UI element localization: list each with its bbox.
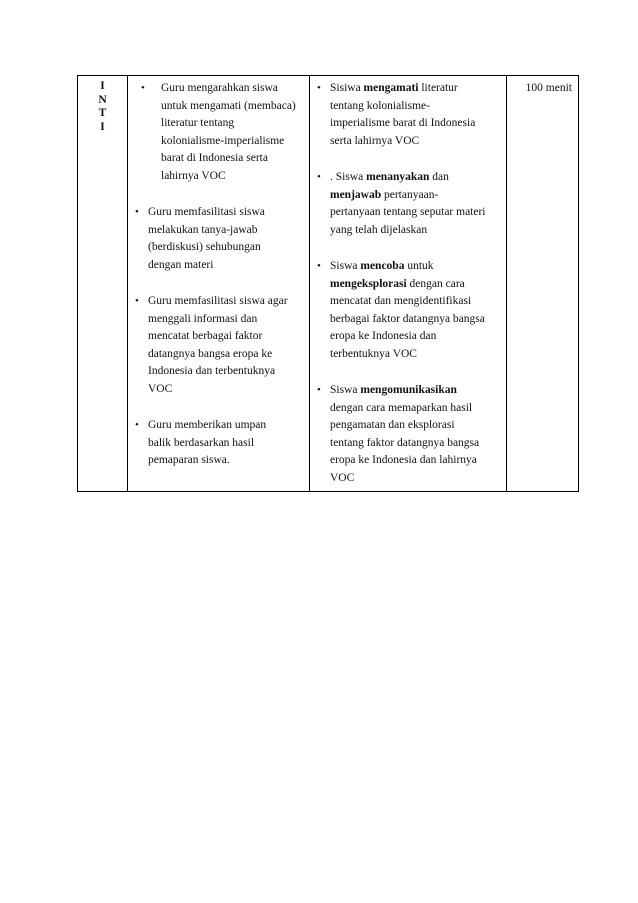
duration-text: 100 menit: [525, 82, 572, 94]
teacher-activity-item: [134, 204, 303, 274]
teacher-activity-text: Guru memberikan umpan balik berdasarkan hasil pemaparan siswa.: [148, 419, 267, 466]
student-activity-item: [316, 382, 500, 487]
bullet-icon: •: [317, 260, 321, 272]
student-activity-item: [316, 80, 500, 150]
activity-keyword: menanyakan: [366, 171, 430, 183]
activity-text-part: Siswa: [330, 260, 361, 272]
activity-keyword: mengomunikasikan: [360, 384, 457, 396]
student-activity-text: [330, 169, 500, 239]
activity-keyword: mengeksplorasi: [330, 277, 407, 290]
bullet-icon: •: [135, 295, 139, 307]
activity-text-part: . Siswa: [330, 171, 367, 183]
phase-letter: I: [100, 120, 105, 133]
phase-letter: T: [98, 107, 107, 119]
phase-cell: [78, 76, 128, 492]
bullet-icon: •: [135, 206, 139, 218]
bullet-icon: •: [317, 82, 321, 94]
phase-letter: I: [100, 80, 105, 92]
activity-text-part: Sisiwa: [330, 82, 364, 94]
teacher-activity-text: Guru memfasilitasi siswa agar menggali informasi dan mencatat berbagai faktor datangnya bangsa eropa ke Indonesia dan terbentuknya VOC: [148, 295, 288, 395]
duration-cell: [507, 76, 579, 492]
teacher-activity-item: [134, 293, 303, 398]
table-row: [78, 76, 579, 492]
lesson-plan-table: [77, 75, 579, 492]
student-activity-text: [330, 258, 500, 363]
teacher-activities-cell: [128, 76, 310, 492]
bullet-icon: •: [317, 384, 321, 396]
activity-text-part: Siswa: [330, 384, 361, 396]
student-activity-item: [316, 169, 500, 239]
teacher-activity-item: [134, 417, 303, 470]
phase-letter: N: [98, 93, 107, 106]
student-activity-item: [316, 258, 500, 363]
teacher-activity-text: Guru mengarahkan siswa untuk mengamati (membaca) literatur tentang kolonialisme-imperialisme barat di Indonesia serta lahirnya VOC: [161, 82, 296, 182]
activity-keyword: mencoba: [360, 260, 405, 272]
activity-keyword: menjawab: [330, 188, 382, 201]
activity-text-part: pertanyaan- pertanyaan tentang seputar materi yang telah dijelaskan: [330, 188, 486, 236]
activity-text-part: literatur tentang kolonialisme- imperialisme barat di Indonesia serta lahirnya VOC: [330, 82, 476, 147]
student-activities-cell: [310, 76, 507, 492]
student-activity-text: [330, 80, 500, 150]
bullet-icon: •: [317, 171, 321, 183]
bullet-icon: •: [135, 419, 139, 431]
activity-text-part: dan: [432, 171, 449, 183]
bullet-icon: •: [141, 82, 145, 94]
activity-text-part: dengan cara mencatat dan mengidentifikasi berbagai faktor datangnya bangsa eropa ke Indonesia dan terbentuknya VOC: [330, 277, 485, 360]
activity-text-part: untuk: [407, 260, 434, 272]
teacher-activity-item: [134, 80, 303, 185]
activity-text-part: dengan cara memaparkan hasil pengamatan dan eksplorasi tentang faktor datangnya bangsa eropa ke Indonesia dan lahirnya VOC: [330, 401, 480, 484]
teacher-activity-text: Guru memfasilitasi siswa melakukan tanya-jawab (berdiskusi) sehubungan dengan materi: [148, 206, 265, 271]
activity-keyword: mengamati: [363, 82, 419, 94]
student-activity-text: [330, 382, 500, 487]
